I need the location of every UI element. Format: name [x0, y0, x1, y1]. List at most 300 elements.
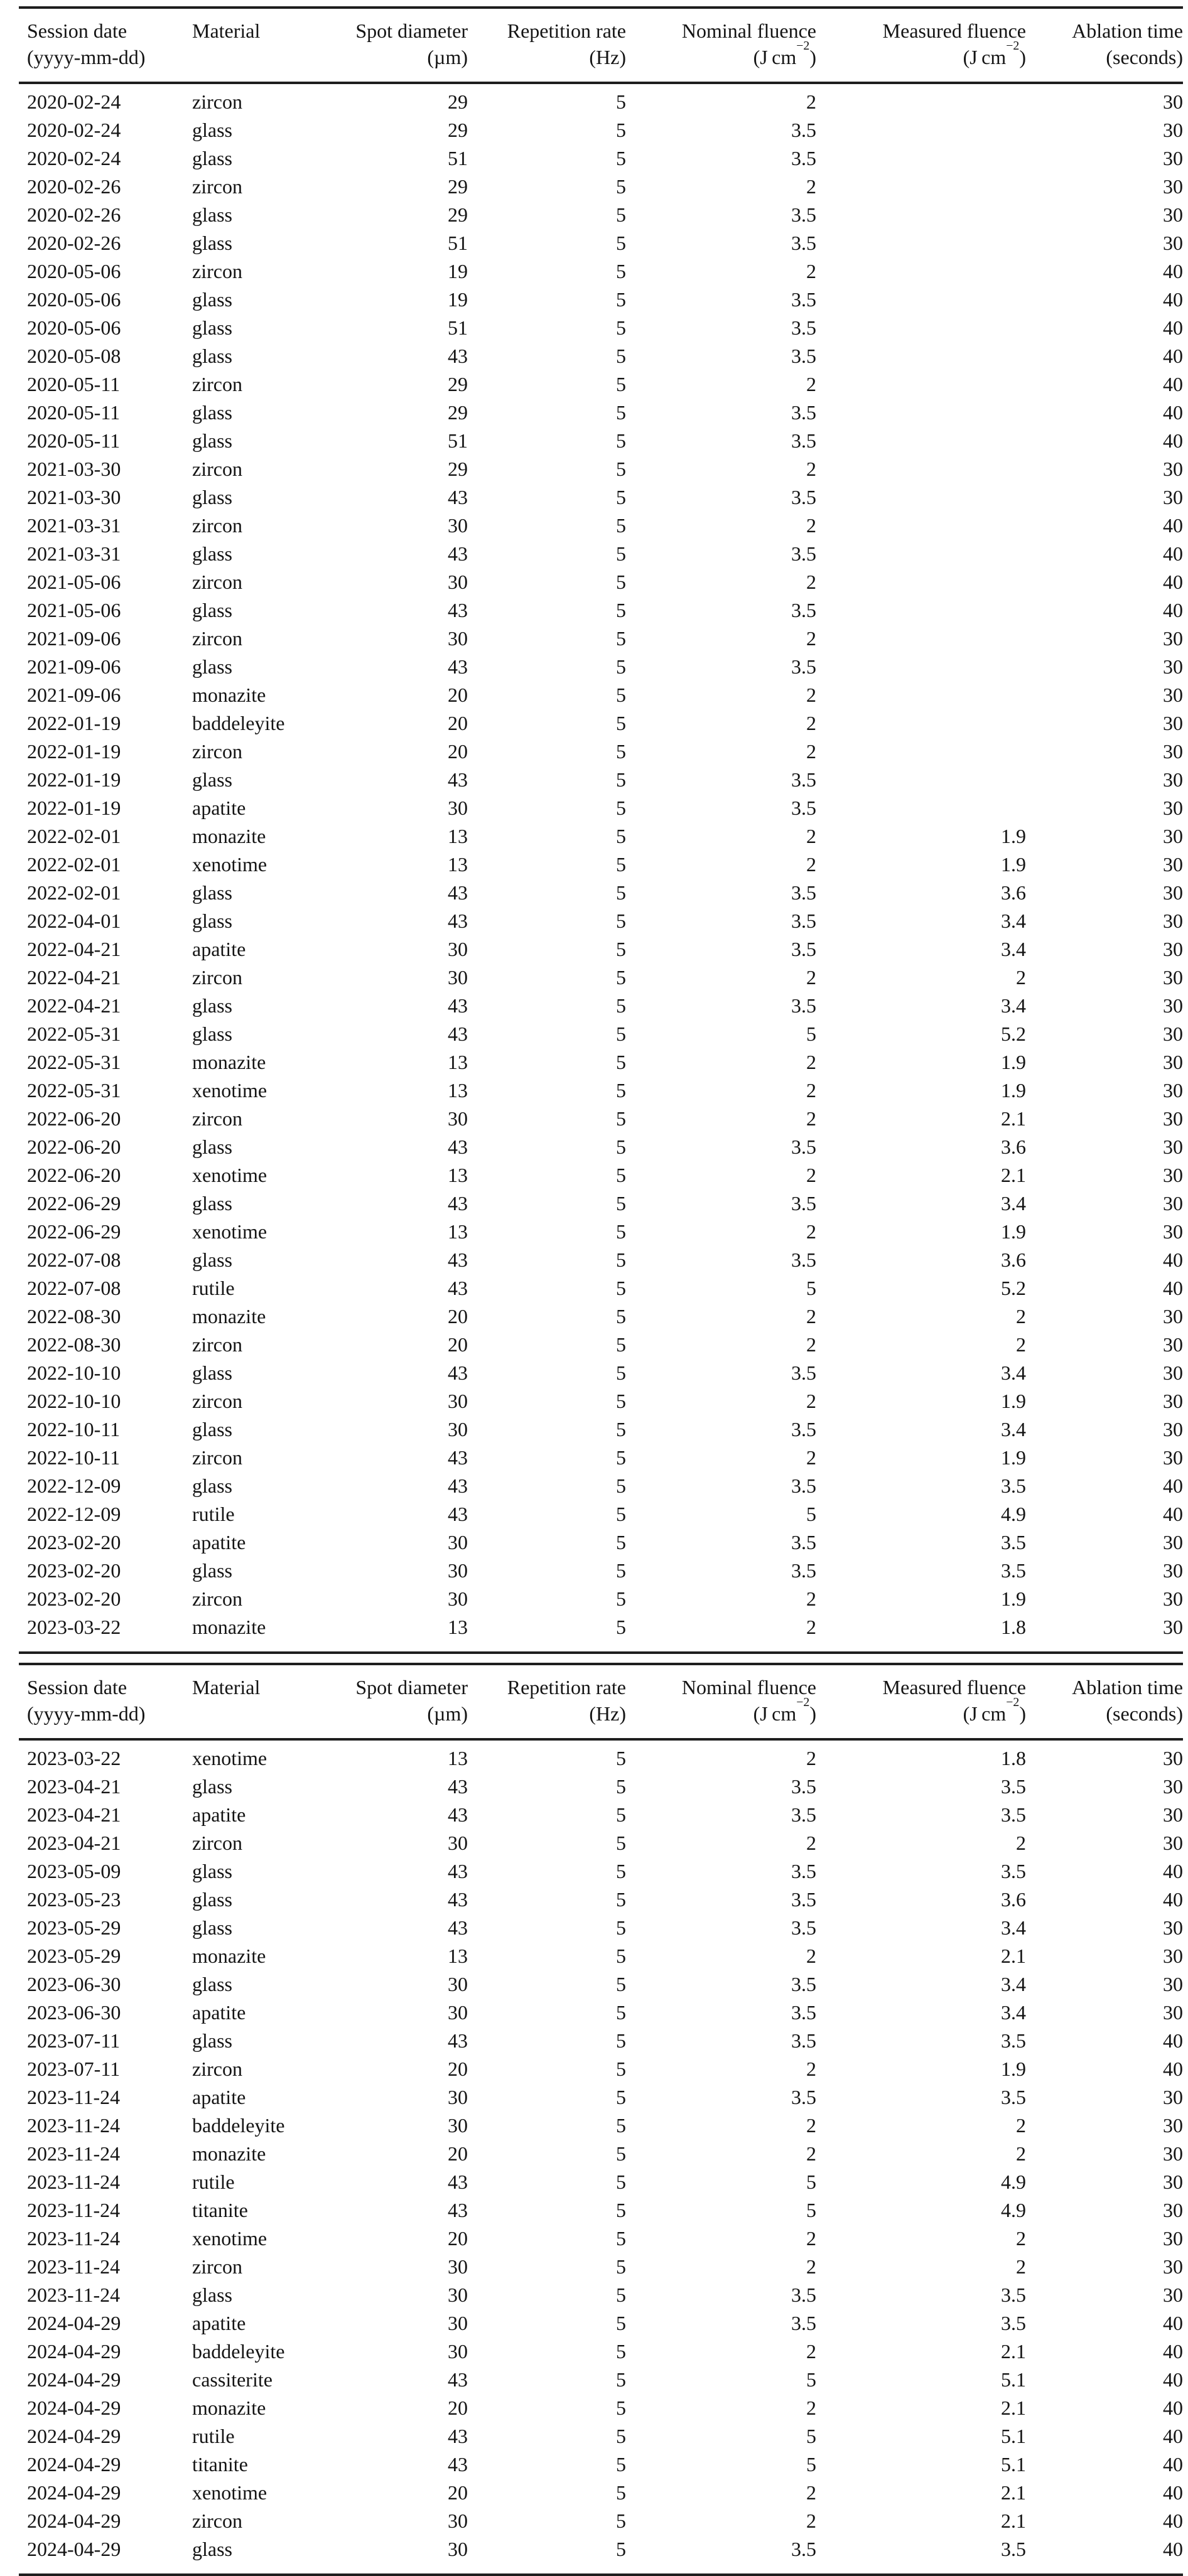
cell-session_date: 2021-09-06	[27, 655, 121, 678]
cell-repetition_rate: 5	[616, 1107, 626, 1130]
cell-repetition_rate: 5	[616, 2481, 626, 2504]
column-unit: (J $cm^{-2}$)	[963, 1695, 1026, 1725]
cell-session_date: 2021-05-06	[27, 599, 121, 621]
cell-nominal_fluence: 3.5	[791, 288, 816, 311]
cell-session_date: 2020-05-11	[27, 401, 121, 424]
cell-material: glass	[192, 1248, 232, 1271]
cell-spot_diameter: 43	[448, 2425, 468, 2447]
column-label: Ablation time	[1072, 19, 1183, 42]
column-label: Ablation time	[1072, 1676, 1183, 1699]
cell-spot_diameter: 43	[448, 599, 468, 621]
cell-repetition_rate: 5	[616, 1248, 626, 1271]
cell-measured_fluence: 3.5	[1001, 1474, 1026, 1497]
cell-spot_diameter: 20	[448, 2396, 468, 2419]
table-row	[19, 2366, 1183, 2394]
cell-session_date: 2023-11-24	[27, 2114, 121, 2137]
table-row	[19, 1886, 1183, 1914]
cell-nominal_fluence: 2	[806, 514, 816, 537]
cell-spot_diameter: 20	[448, 1333, 468, 1356]
cell-ablation_time: 30	[1163, 627, 1183, 650]
cell-ablation_time: 30	[1163, 486, 1183, 508]
cell-measured_fluence: 3.5	[1001, 1860, 1026, 1882]
cell-measured_fluence: 3.5	[1001, 1531, 1026, 1554]
column-header-repetition_rate	[468, 8, 626, 83]
cell-repetition_rate: 5	[616, 1559, 626, 1582]
cell-measured_fluence: 5.1	[1001, 2425, 1026, 2447]
cell-repetition_rate: 5	[616, 1135, 626, 1158]
cell-session_date: 2024-04-29	[27, 2453, 121, 2476]
table-row	[19, 314, 1183, 342]
cell-measured_fluence	[816, 455, 1026, 483]
cell-spot_diameter: 30	[448, 2538, 468, 2560]
cell-repetition_rate: 5	[616, 514, 626, 537]
cell-measured_fluence	[816, 483, 1026, 512]
table-row	[19, 2337, 1183, 2366]
cell-repetition_rate: 5	[616, 966, 626, 989]
table-row	[19, 1739, 1183, 1773]
column-header-session_date	[19, 8, 192, 83]
cell-nominal_fluence: 2	[806, 1164, 816, 1186]
cell-repetition_rate: 5	[616, 1832, 626, 1854]
cell-nominal_fluence: 3.5	[791, 1559, 816, 1582]
cell-session_date: 2023-07-11	[27, 2029, 121, 2052]
cell-repetition_rate: 5	[616, 994, 626, 1017]
cell-measured_fluence: 1.8	[1001, 1747, 1026, 1769]
table-row	[19, 483, 1183, 512]
table-row	[19, 1274, 1183, 1302]
cell-ablation_time: 30	[1163, 1916, 1183, 1939]
column-label: Nominal fluence	[681, 19, 816, 42]
cell-repetition_rate: 5	[616, 2227, 626, 2250]
cell-repetition_rate: 5	[616, 1747, 626, 1769]
cell-session_date: 2022-06-20	[27, 1164, 121, 1186]
cell-session_date: 2024-04-29	[27, 2481, 121, 2504]
cell-repetition_rate: 5	[616, 1531, 626, 1554]
cell-material: glass	[192, 1973, 232, 1995]
cell-spot_diameter: 43	[448, 1192, 468, 1215]
cell-session_date: 2020-05-06	[27, 288, 121, 311]
cell-ablation_time: 40	[1163, 1277, 1183, 1299]
table-row	[19, 83, 1183, 116]
cell-measured_fluence: 3.5	[1001, 2312, 1026, 2334]
cell-nominal_fluence: 2	[806, 740, 816, 763]
cell-material: xenotime	[192, 853, 267, 876]
cell-measured_fluence: 3.5	[1001, 2029, 1026, 2052]
column-header-session_date	[19, 1664, 192, 1739]
table-row	[19, 794, 1183, 822]
cell-session_date: 2023-04-21	[27, 1803, 121, 1826]
cell-nominal_fluence: 3.5	[791, 2284, 816, 2306]
cell-material: monazite	[192, 825, 266, 847]
table-row	[19, 2224, 1183, 2253]
cell-measured_fluence: 4.9	[1001, 2199, 1026, 2221]
cell-repetition_rate: 5	[616, 2142, 626, 2165]
cell-session_date: 2022-12-09	[27, 1503, 121, 1525]
cell-repetition_rate: 5	[616, 1446, 626, 1469]
table-row	[19, 342, 1183, 370]
cell-ablation_time: 40	[1163, 2396, 1183, 2419]
cell-session_date: 2020-02-26	[27, 232, 121, 254]
cell-spot_diameter: 29	[448, 175, 468, 198]
cell-material: glass	[192, 486, 232, 508]
cell-session_date: 2023-11-24	[27, 2086, 121, 2108]
cell-nominal_fluence: 5	[806, 1022, 816, 1045]
cell-session_date: 2022-10-10	[27, 1361, 121, 1384]
cell-material: baddeleyite	[192, 712, 285, 734]
cell-nominal_fluence: 3.5	[791, 1775, 816, 1798]
cell-measured_fluence: 3.4	[1001, 1361, 1026, 1384]
cell-repetition_rate: 5	[616, 316, 626, 339]
cell-material: apatite	[192, 938, 246, 960]
cell-nominal_fluence: 2	[806, 1587, 816, 1610]
cell-spot_diameter: 43	[448, 1361, 468, 1384]
cell-spot_diameter: 29	[448, 90, 468, 113]
cell-material: zircon	[192, 260, 242, 282]
cell-session_date: 2022-01-19	[27, 768, 121, 791]
cell-session_date: 2020-02-26	[27, 203, 121, 226]
table-row	[19, 1500, 1183, 1528]
cell-ablation_time: 30	[1163, 2086, 1183, 2108]
cell-repetition_rate: 5	[616, 655, 626, 678]
cell-repetition_rate: 5	[616, 881, 626, 904]
cell-spot_diameter: 43	[448, 2368, 468, 2391]
cell-session_date: 2022-01-19	[27, 712, 121, 734]
cell-session_date: 2022-02-01	[27, 825, 121, 847]
cell-material: xenotime	[192, 1747, 267, 1769]
cell-nominal_fluence: 5	[806, 1503, 816, 1525]
cell-nominal_fluence: 3.5	[791, 2001, 816, 2024]
cell-spot_diameter: 30	[448, 2509, 468, 2532]
cell-nominal_fluence: 2	[806, 1051, 816, 1073]
cell-material: apatite	[192, 2001, 246, 2024]
cell-repetition_rate: 5	[616, 2453, 626, 2476]
cell-session_date: 2023-11-24	[27, 2171, 121, 2193]
cell-spot_diameter: 43	[448, 1888, 468, 1911]
cell-spot_diameter: 13	[448, 1051, 468, 1073]
cell-nominal_fluence: 2	[806, 2396, 816, 2419]
cell-material: glass	[192, 994, 232, 1017]
cell-session_date: 2022-10-11	[27, 1418, 121, 1441]
cell-measured_fluence: 3.4	[1001, 2001, 1026, 2024]
cell-session_date: 2023-11-24	[27, 2142, 121, 2165]
cell-spot_diameter: 30	[448, 1973, 468, 1995]
cell-measured_fluence	[816, 625, 1026, 653]
cell-measured_fluence: 2.1	[1001, 2396, 1026, 2419]
column-unit: (yyyy-mm-dd)	[27, 46, 146, 68]
cell-nominal_fluence: 3.5	[791, 1531, 816, 1554]
cell-session_date: 2022-10-11	[27, 1446, 121, 1469]
cell-nominal_fluence: 3.5	[791, 1803, 816, 1826]
cell-spot_diameter: 43	[448, 1860, 468, 1882]
cell-session_date: 2023-07-11	[27, 2058, 121, 2080]
cell-ablation_time: 30	[1163, 684, 1183, 706]
cell-measured_fluence	[816, 286, 1026, 314]
cell-nominal_fluence: 3.5	[791, 1916, 816, 1939]
cell-material: glass	[192, 288, 232, 311]
cell-repetition_rate: 5	[616, 1888, 626, 1911]
cell-spot_diameter: 13	[448, 825, 468, 847]
cell-spot_diameter: 30	[448, 2001, 468, 2024]
cell-material: glass	[192, 655, 232, 678]
cell-repetition_rate: 5	[616, 1022, 626, 1045]
cell-ablation_time: 30	[1163, 1803, 1183, 1826]
cell-nominal_fluence: 2	[806, 1390, 816, 1412]
cell-material: zircon	[192, 1832, 242, 1854]
cell-spot_diameter: 30	[448, 1390, 468, 1412]
cell-measured_fluence: 2	[1016, 2227, 1026, 2250]
cell-ablation_time: 30	[1163, 853, 1183, 876]
cell-session_date: 2022-07-08	[27, 1248, 121, 1271]
cell-material: cassiterite	[192, 2368, 273, 2391]
table-row	[19, 738, 1183, 766]
cell-measured_fluence: 3.6	[1001, 1888, 1026, 1911]
table-section-part-2	[0, 1654, 1188, 2576]
cell-ablation_time: 30	[1163, 1051, 1183, 1073]
cell-repetition_rate: 5	[616, 486, 626, 508]
cell-material: rutile	[192, 2171, 235, 2193]
cell-repetition_rate: 5	[616, 2368, 626, 2391]
cell-measured_fluence: 2	[1016, 1832, 1026, 1854]
cell-nominal_fluence: 2	[806, 2340, 816, 2363]
cell-nominal_fluence: 2	[806, 627, 816, 650]
cell-ablation_time: 30	[1163, 1135, 1183, 1158]
cell-spot_diameter: 30	[448, 2114, 468, 2137]
cell-spot_diameter: 20	[448, 1305, 468, 1328]
cell-spot_diameter: 30	[448, 966, 468, 989]
cell-spot_diameter: 43	[448, 345, 468, 367]
cell-session_date: 2022-06-29	[27, 1192, 121, 1215]
cell-material: glass	[192, 1192, 232, 1215]
ablation-sessions-table-part-2	[19, 1663, 1183, 2576]
cell-nominal_fluence: 3.5	[791, 2538, 816, 2560]
cell-ablation_time: 40	[1163, 1860, 1183, 1882]
cell-repetition_rate: 5	[616, 1305, 626, 1328]
table-row	[19, 2168, 1183, 2196]
table-row	[19, 907, 1183, 935]
cell-session_date: 2020-05-08	[27, 345, 121, 367]
table-row	[19, 144, 1183, 173]
column-header-nominal_fluence	[626, 8, 816, 83]
cell-material: glass	[192, 1361, 232, 1384]
cell-material: monazite	[192, 1305, 266, 1328]
cell-measured_fluence: 3.6	[1001, 881, 1026, 904]
cell-ablation_time: 30	[1163, 712, 1183, 734]
unit-exponent: −2	[796, 39, 810, 53]
cell-session_date: 2023-02-20	[27, 1587, 121, 1610]
cell-ablation_time: 40	[1163, 599, 1183, 621]
table-row	[19, 1105, 1183, 1133]
cell-ablation_time: 30	[1163, 458, 1183, 480]
cell-nominal_fluence: 2	[806, 458, 816, 480]
cell-spot_diameter: 30	[448, 571, 468, 593]
table-row	[19, 2196, 1183, 2224]
cell-spot_diameter: 30	[448, 2255, 468, 2278]
cell-spot_diameter: 20	[448, 2142, 468, 2165]
column-label: Measured fluence	[882, 1676, 1026, 1699]
cell-spot_diameter: 19	[448, 260, 468, 282]
cell-repetition_rate: 5	[616, 1192, 626, 1215]
cell-measured_fluence: 2.1	[1001, 1164, 1026, 1186]
cell-spot_diameter: 13	[448, 1164, 468, 1186]
cell-repetition_rate: 5	[616, 260, 626, 282]
cell-session_date: 2021-03-30	[27, 458, 121, 480]
cell-spot_diameter: 43	[448, 1446, 468, 1469]
cell-spot_diameter: 20	[448, 740, 468, 763]
column-header-nominal_fluence	[626, 1664, 816, 1739]
cell-nominal_fluence: 3.5	[791, 1248, 816, 1271]
column-unit: (yyyy-mm-dd)	[27, 1702, 146, 1725]
cell-repetition_rate: 5	[616, 90, 626, 113]
cell-measured_fluence	[816, 83, 1026, 116]
cell-measured_fluence: 2.1	[1001, 1945, 1026, 1967]
cell-repetition_rate: 5	[616, 1277, 626, 1299]
column-unit: (µm)	[427, 1702, 468, 1725]
cell-measured_fluence: 3.6	[1001, 1135, 1026, 1158]
cell-material: glass	[192, 542, 232, 565]
column-label: Repetition rate	[507, 19, 626, 42]
table-row	[19, 2422, 1183, 2450]
cell-nominal_fluence: 3.5	[791, 1888, 816, 1911]
cell-ablation_time: 30	[1163, 938, 1183, 960]
cell-spot_diameter: 30	[448, 1559, 468, 1582]
cell-spot_diameter: 29	[448, 401, 468, 424]
cell-material: zircon	[192, 373, 242, 395]
cell-spot_diameter: 30	[448, 1107, 468, 1130]
cell-session_date: 2022-01-19	[27, 797, 121, 819]
table-row	[19, 879, 1183, 907]
cell-material: glass	[192, 1775, 232, 1798]
cell-session_date: 2023-04-21	[27, 1832, 121, 1854]
cell-session_date: 2023-11-24	[27, 2227, 121, 2250]
cell-session_date: 2020-05-11	[27, 373, 121, 395]
table-row	[19, 2112, 1183, 2140]
cell-spot_diameter: 29	[448, 119, 468, 141]
cell-material: zircon	[192, 740, 242, 763]
table-row	[19, 1773, 1183, 1801]
cell-session_date: 2022-06-20	[27, 1107, 121, 1130]
header-row	[19, 8, 1183, 83]
cell-material: rutile	[192, 1503, 235, 1525]
cell-ablation_time: 30	[1163, 740, 1183, 763]
cell-nominal_fluence: 3.5	[791, 486, 816, 508]
cell-repetition_rate: 5	[616, 740, 626, 763]
cell-material: glass	[192, 2538, 232, 2560]
cell-repetition_rate: 5	[616, 2255, 626, 2278]
cell-spot_diameter: 43	[448, 2171, 468, 2193]
cell-nominal_fluence: 3.5	[791, 1860, 816, 1882]
column-header-spot_diameter	[289, 8, 468, 83]
cell-material: xenotime	[192, 1220, 267, 1243]
cell-material: glass	[192, 119, 232, 141]
cell-material: zircon	[192, 2255, 242, 2278]
cell-repetition_rate: 5	[616, 542, 626, 565]
cell-nominal_fluence: 2	[806, 1305, 816, 1328]
cell-spot_diameter: 30	[448, 1418, 468, 1441]
cell-repetition_rate: 5	[616, 119, 626, 141]
cell-material: glass	[192, 401, 232, 424]
cell-nominal_fluence: 3.5	[791, 797, 816, 819]
cell-nominal_fluence: 3.5	[791, 542, 816, 565]
cell-session_date: 2021-03-31	[27, 542, 121, 565]
cell-nominal_fluence: 2	[806, 571, 816, 593]
column-header-material	[192, 8, 289, 83]
cell-spot_diameter: 30	[448, 514, 468, 537]
cell-material: rutile	[192, 1277, 235, 1299]
cell-ablation_time: 30	[1163, 1022, 1183, 1045]
cell-nominal_fluence: 2	[806, 260, 816, 282]
cell-spot_diameter: 51	[448, 429, 468, 452]
cell-nominal_fluence: 2	[806, 1616, 816, 1638]
cell-nominal_fluence: 3.5	[791, 910, 816, 932]
cell-measured_fluence: 2.1	[1001, 1107, 1026, 1130]
cell-session_date: 2021-03-30	[27, 486, 121, 508]
cell-material: xenotime	[192, 2481, 267, 2504]
cell-ablation_time: 30	[1163, 2284, 1183, 2306]
cell-ablation_time: 30	[1163, 2255, 1183, 2278]
cell-nominal_fluence: 2	[806, 2142, 816, 2165]
cell-spot_diameter: 13	[448, 1945, 468, 1967]
cell-repetition_rate: 5	[616, 2509, 626, 2532]
table-row	[19, 963, 1183, 992]
table-row	[19, 201, 1183, 229]
cell-ablation_time: 40	[1163, 288, 1183, 311]
table-row	[19, 1585, 1183, 1613]
cell-nominal_fluence: 3.5	[791, 1361, 816, 1384]
cell-repetition_rate: 5	[616, 1803, 626, 1826]
column-label: Measured fluence	[882, 19, 1026, 42]
table-row	[19, 1528, 1183, 1557]
cell-spot_diameter: 19	[448, 288, 468, 311]
cell-session_date: 2020-05-06	[27, 316, 121, 339]
cell-nominal_fluence: 3.5	[791, 881, 816, 904]
cell-measured_fluence	[816, 173, 1026, 201]
cell-material: baddeleyite	[192, 2340, 285, 2363]
column-unit: (Hz)	[589, 1702, 626, 1725]
cell-material: monazite	[192, 1051, 266, 1073]
cell-repetition_rate: 5	[616, 1333, 626, 1356]
cell-material: apatite	[192, 1803, 246, 1826]
cell-nominal_fluence: 2	[806, 90, 816, 113]
cell-nominal_fluence: 2	[806, 1107, 816, 1130]
column-unit: (µm)	[427, 46, 468, 68]
cell-spot_diameter: 30	[448, 1832, 468, 1854]
cell-ablation_time: 30	[1163, 1446, 1183, 1469]
column-header-ablation_time	[1026, 1664, 1183, 1739]
cell-ablation_time: 30	[1163, 147, 1183, 169]
cell-material: titanite	[192, 2199, 248, 2221]
cell-session_date: 2022-04-21	[27, 966, 121, 989]
column-label: Repetition rate	[507, 1676, 626, 1699]
cell-material: zircon	[192, 627, 242, 650]
cell-spot_diameter: 51	[448, 316, 468, 339]
cell-ablation_time: 30	[1163, 1775, 1183, 1798]
table-row	[19, 257, 1183, 286]
cell-measured_fluence: 1.8	[1001, 1616, 1026, 1638]
cell-repetition_rate: 5	[616, 2284, 626, 2306]
table-row	[19, 1557, 1183, 1585]
cell-material: glass	[192, 429, 232, 452]
cell-ablation_time: 30	[1163, 2001, 1183, 2024]
cell-spot_diameter: 43	[448, 655, 468, 678]
cell-repetition_rate: 5	[616, 2340, 626, 2363]
cell-ablation_time: 40	[1163, 2340, 1183, 2363]
table-row	[19, 568, 1183, 596]
cell-spot_diameter: 43	[448, 2199, 468, 2221]
table-row	[19, 2450, 1183, 2479]
cell-nominal_fluence: 2	[806, 1945, 816, 1967]
cell-repetition_rate: 5	[616, 232, 626, 254]
cell-repetition_rate: 5	[616, 1860, 626, 1882]
